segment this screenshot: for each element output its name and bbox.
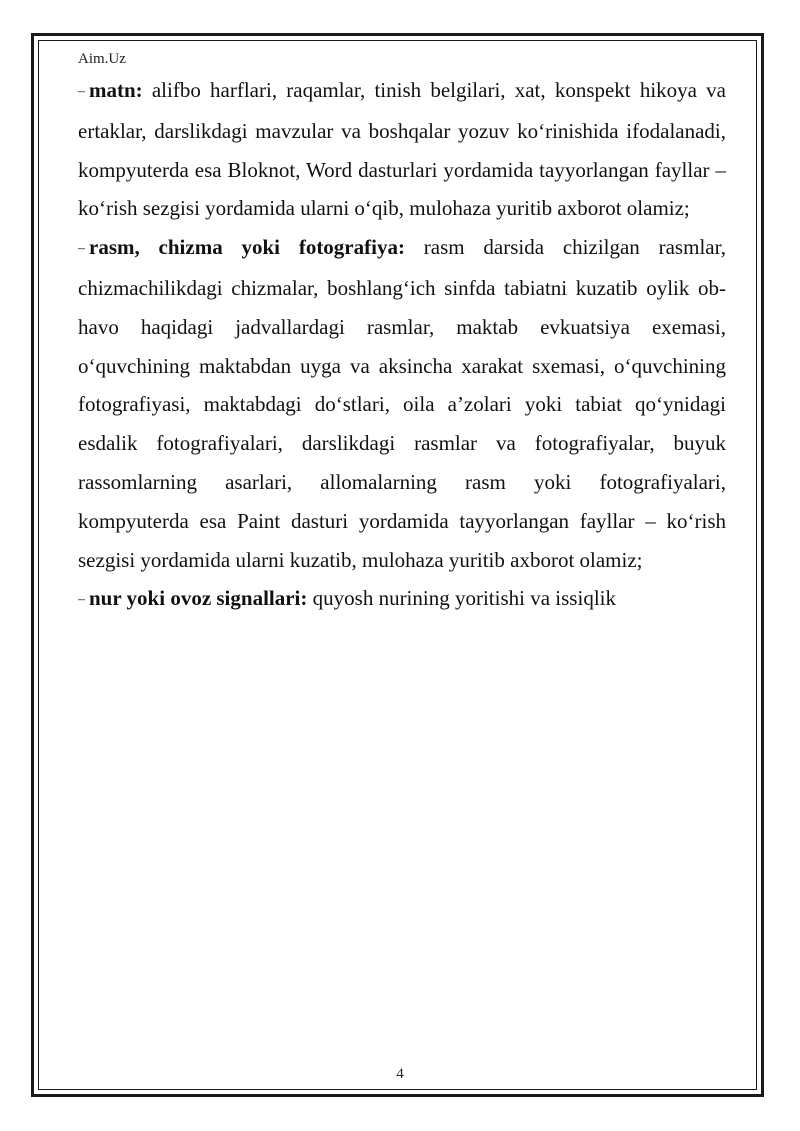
term-matn: matn: <box>89 78 143 102</box>
term-rasm: rasm, chizma yoki fotografiya: <box>89 235 405 260</box>
term-nur: nur yoki ovoz signallari: <box>89 586 308 611</box>
page-number: 4 <box>396 1066 404 1082</box>
paragraph-text: alifbo harflari, raqamlar, tinish belgilari, xat, konspekt hikoya va ertaklar, darslikdagi mavzular va boshqalar yozuv koʻrinishida ifodalanadi, kompyuterda esa Bloknot, Word dasturlari yordamida tayyorlangan fayllar – koʻrish sezgisi yordamida ularni oʻqib, mulohaza yuritib axborot olamiz; <box>78 78 726 221</box>
bullet-dash: – <box>78 592 85 608</box>
document-body <box>78 71 726 620</box>
paragraph-nur <box>78 579 726 620</box>
page-header: Aim.Uz <box>78 51 126 67</box>
paragraph-matn <box>78 71 726 228</box>
paragraph-rasm <box>78 228 726 579</box>
paragraph-text: quyosh nurining yoritishi va issiqlik <box>312 586 616 611</box>
bullet-dash: – <box>78 241 85 257</box>
paragraph-text: rasm darsida chizilgan rasmlar, chizmachilikdagi chizmalar, boshlangʻich sinfda tabiatni kuzatib oylik ob-havo haqidagi jadvallardagi rasmlar, maktab evkuatsiya exemasi, oʻquvchining maktabdan uyga va aksincha xarakat sxemasi, oʻquvchining fotografiyasi, maktabdagi doʻstlari, oila a’zolari yoki tabiat qoʻynidagi esdalik fotografiyalari, darslikdagi rasmlar va fotografiyalar, buyuk rassomlarning asarlari, allomalarning rasm yoki fotografiyalari, kompyuterda esa Paint dasturi yordamida tayyorlangan fayllar – koʻrish sezgisi yordamida ularni kuzatib, mulohaza yuritib axborot olamiz; <box>78 235 726 572</box>
bullet-dash: – <box>78 84 85 99</box>
